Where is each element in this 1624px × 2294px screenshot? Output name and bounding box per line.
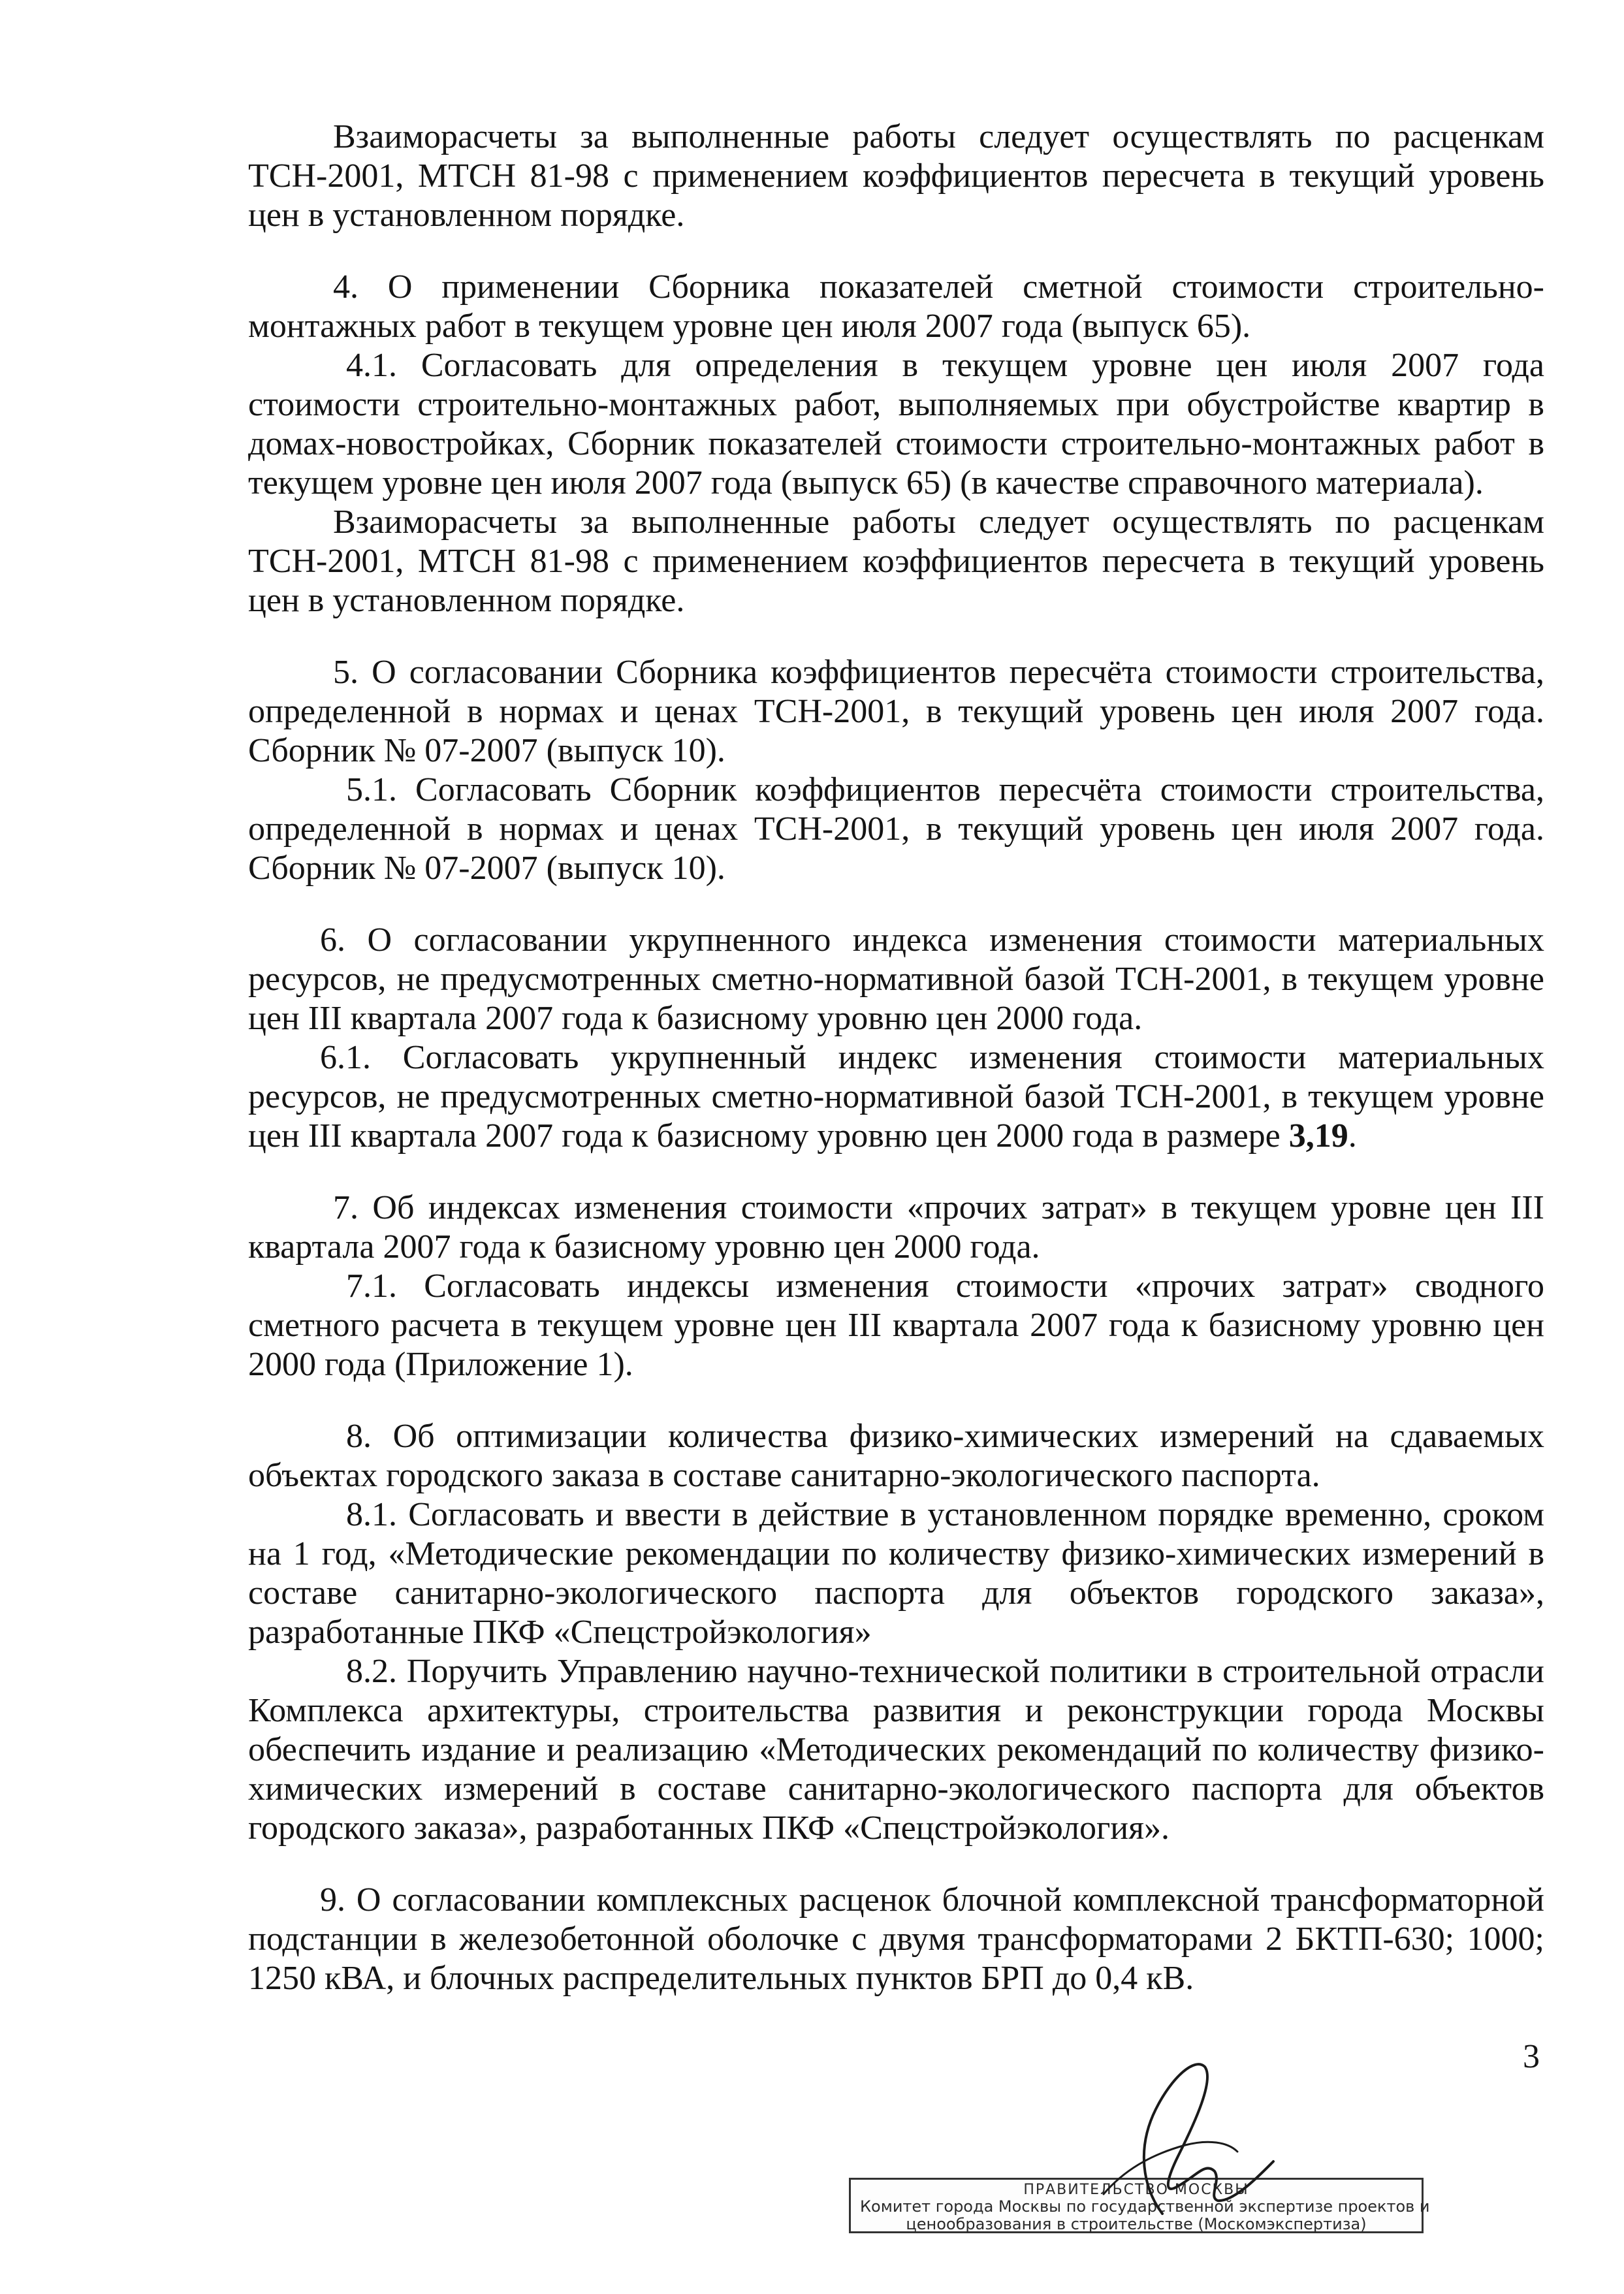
paragraph-item-9: 9. О согласовании комплексных расценок блочной комплексной трансформаторной подстанции в железобетонной оболочке с двумя трансформаторами 2 БКТП-630; 1000; 1250 кВА, и блочных распределительных пунктов БРП до 0,4 кВ. <box>248 1881 1544 1997</box>
paragraph-item-8-1: 8.1. Согласовать и ввести в действие в установленном порядке временно, сроком на 1 год, «Методические рекомендации по количеству физико-химических измерений в составе санитарно-экологического паспорта для объектов городского заказа», разработанные ПКФ «Спецстройэкология» <box>248 1496 1544 1651</box>
paragraph-item-6: 6. О согласовании укрупненного индекса изменения стоимости материальных ресурсов, не предусмотренных сметно-нормативной базой ТСН-2001, в текущем уровне цен III квартала 2007 года к базисному уровню цен 2000 года. <box>248 921 1544 1037</box>
stamp-line-2: ценообразования в строительстве (Москомэкспертиза) <box>906 2215 1367 2233</box>
paragraph-item-7-1: 7.1. Согласовать индексы изменения стоимости «прочих затрат» сводного сметного расчета в текущем уровне цен III квартала 2007 года к базисному уровню цен 2000 года (Приложение 1). <box>248 1267 1544 1383</box>
document-body <box>248 118 1544 1998</box>
stamp-line-1: Комитет города Москвы по государственной экспертизе проектов и <box>860 2197 1430 2216</box>
signature-icon <box>1064 2031 1286 2227</box>
paragraph-settlements-1: Взаиморасчеты за выполненные работы следует осуществлять по расценкам ТСН-2001, МТСН 81-98 с применением коэффициентов пересчета в текущий уровень цен в установленном порядке. <box>248 118 1544 234</box>
paragraph-item-4-1: 4.1. Согласовать для определения в текущем уровне цен июля 2007 года стоимости строительно-монтажных работ, выполняемых при обустройстве квартир в домах-новостройках, Сборник показателей стоимости строительно-монтажных работ в текущем уровне цен июля 2007 года (выпуск 65) (в качестве справочного материала). <box>248 347 1544 502</box>
paragraph-item-8-2: 8.2. Поручить Управлению научно-технической политики в строительной отрасли Комплекса архитектуры, строительства развития и реконструкции города Москвы обеспечить издание и реализацию «Методических рекомендаций по количеству физико-химических измерений в составе санитарно-экологического паспорта для объектов городского заказа», разработанных ПКФ «Спецстройэкология». <box>248 1653 1544 1847</box>
paragraph-settlements-2: Взаиморасчеты за выполненные работы следует осуществлять по расценкам ТСН-2001, МТСН 81-98 с применением коэффициентов пересчета в текущий уровень цен в установленном порядке. <box>248 503 1544 619</box>
stamp-title: ПРАВИТЕЛЬСТВО МОСКВЫ <box>1023 2182 1249 2198</box>
paragraph-item-5: 5. О согласовании Сборника коэффициентов пересчёта стоимости строительства, определенной в нормах и ценах ТСН-2001, в текущий уровень цен июля 2007 года. Сборник № 07-2007 (выпуск 10). <box>248 654 1544 769</box>
index-value: 3,19 <box>1288 1117 1348 1155</box>
paragraph-item-4: 4. О применении Сборника показателей сметной стоимости строительно-монтажных работ в текущем уровне цен июля 2007 года (выпуск 65). <box>248 268 1544 345</box>
page-number: 3 <box>1523 2038 1540 2075</box>
paragraph-item-8: 8. Об оптимизации количества физико-химических измерений на сдаваемых объектах городского заказа в составе санитарно-экологического паспорта. <box>248 1418 1544 1494</box>
paragraph-item-6-1-text: 6.1. Согласовать укрупненный индекс изменения стоимости материальных ресурсов, не предусмотренных сметно-нормативной базой ТСН-2001, в текущем уровне цен III квартала 2007 года к базисному уровню цен 2000 года в размере <box>248 1039 1544 1155</box>
paragraph-item-7: 7. Об индексах изменения стоимости «прочих затрат» в текущем уровне цен III квартала 2007 года к базисному уровню цен 2000 года. <box>248 1189 1544 1266</box>
paragraph-item-6-1: 6.1. Согласовать укрупненный индекс изменения стоимости материальных ресурсов, не предусмотренных сметно-нормативной базой ТСН-2001, в текущем уровне цен III квартала 2007 года к базисному уровню цен 2000 года в размере 3,19. <box>248 1039 1544 1155</box>
paragraph-item-5-1: 5.1. Согласовать Сборник коэффициентов пересчёта стоимости строительства, определенной в нормах и ценах ТСН-2001, в текущий уровень цен июля 2007 года. Сборник № 07-2007 (выпуск 10). <box>248 771 1544 887</box>
